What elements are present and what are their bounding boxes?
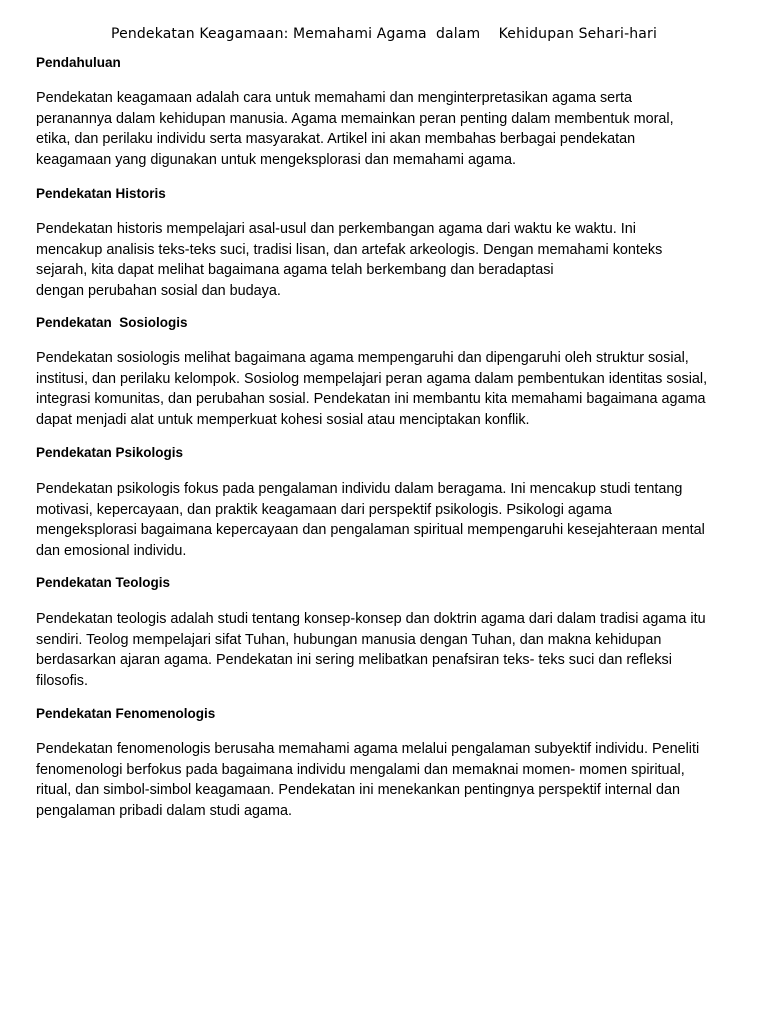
document-title: Pendekatan Keagamaan: Memahami Agama dalam Kehidupan Sehari-hari xyxy=(111,26,657,42)
section-fenomenologis xyxy=(36,705,736,723)
paragraph-line: sendiri. Teolog mempelajari sifat Tuhan, hubungan manusia dengan Tuhan, dan makna kehidupan xyxy=(36,631,662,648)
section-paragraph xyxy=(36,609,736,692)
section-pendahuluan-body xyxy=(36,88,736,171)
paragraph-line: fenomenologi berfokus pada bagaimana individu mengalami dan memaknai momen- momen spiritual, xyxy=(36,761,685,778)
section-psikologis-body xyxy=(36,479,736,562)
section-heading: Pendekatan Teologis xyxy=(36,575,171,590)
section-historis xyxy=(36,185,736,203)
section-historis-body xyxy=(36,219,736,302)
section-paragraph xyxy=(36,479,736,562)
section-heading: Pendekatan Fenomenologis xyxy=(36,706,216,721)
paragraph-line: berdasarkan ajaran agama. Pendekatan ini sering melibatkan penafsiran teks- teks suci dan refleksi xyxy=(36,652,672,669)
paragraph-line: pengalaman pribadi dalam studi agama. xyxy=(36,803,292,820)
paragraph-line: Pendekatan sosiologis melihat bagaimana agama mempengaruhi dan dipengaruhi oleh struktur sosial, xyxy=(36,350,689,366)
paragraph-line: motivasi, kepercayaan, dan praktik keagamaan dari perspektif psikologis. Psikologi agama xyxy=(36,501,612,518)
paragraph-line: Pendekatan historis mempelajari asal-usul dan perkembangan agama dari waktu ke waktu. Ini xyxy=(36,221,636,237)
paragraph-line: Pendekatan fenomenologis berusaha memahami agama melalui pengalaman subyektif individu. Peneliti xyxy=(36,741,700,757)
section-heading: Pendekatan Historis xyxy=(36,186,166,201)
paragraph-line: integrasi komunitas, dan perubahan sosial. Pendekatan ini membantu kita memahami bagaimana agama xyxy=(36,391,706,408)
section-heading: Pendekatan Sosiologis xyxy=(36,315,188,330)
section-sosiologis xyxy=(36,314,736,332)
paragraph-line: ritual, dan simbol-simbol keagamaan. Pendekatan ini menekankan pentingnya perspektif internal dan xyxy=(36,782,680,799)
section-pendahuluan xyxy=(36,54,736,72)
section-teologis xyxy=(36,574,736,592)
section-paragraph xyxy=(36,219,736,302)
section-sosiologis-body xyxy=(36,348,736,431)
section-psikologis xyxy=(36,444,736,462)
paragraph-line: etika, dan perilaku individu serta masyarakat. Artikel ini akan membahas berbagai pendekatan xyxy=(36,131,636,148)
section-heading: Pendahuluan xyxy=(36,55,121,70)
paragraph-line: keagamaan yang digunakan untuk mengeksplorasi dan memahami agama. xyxy=(36,152,516,169)
paragraph-line: Pendekatan teologis adalah studi tentang konsep-konsep dan doktrin agama dari dalam tradisi agama itu xyxy=(36,611,706,627)
section-teologis-body xyxy=(36,609,736,692)
paragraph-line: mencakup analisis teks-teks suci, tradisi lisan, dan artefak arkeologis. Dengan memahami konteks xyxy=(36,241,663,258)
paragraph-line: dan emosional individu. xyxy=(36,543,187,560)
paragraph-line: mengeksplorasi bagaimana kepercayaan dan pengalaman spiritual mempengaruhi kesejahteraan mental xyxy=(36,522,705,539)
paragraph-line: dengan perubahan sosial dan budaya. xyxy=(36,283,281,300)
section-paragraph xyxy=(36,348,736,431)
paragraph-line: institusi, dan perilaku kelompok. Sosiolog mempelajari peran agama dalam pembentukan identitas sosial, xyxy=(36,370,708,387)
section-fenomenologis-body xyxy=(36,739,736,822)
section-paragraph xyxy=(36,739,736,822)
paragraph-line: peranannya dalam kehidupan manusia. Agama memainkan peran penting dalam membentuk moral, xyxy=(36,110,674,127)
section-heading: Pendekatan Psikologis xyxy=(36,445,184,460)
paragraph-line: dapat menjadi alat untuk memperkuat kohesi sosial atau menciptakan konflik. xyxy=(36,412,530,429)
paragraph-line: filosofis. xyxy=(36,673,88,690)
paragraph-line: sejarah, kita dapat melihat bagaimana agama telah berkembang dan beradaptasi xyxy=(36,262,554,279)
section-paragraph xyxy=(36,88,736,171)
paragraph-line: Pendekatan keagamaan adalah cara untuk memahami dan menginterpretasikan agama serta xyxy=(36,90,632,106)
paragraph-line: Pendekatan psikologis fokus pada pengalaman individu dalam beragama. Ini mencakup studi tentang xyxy=(36,481,683,497)
